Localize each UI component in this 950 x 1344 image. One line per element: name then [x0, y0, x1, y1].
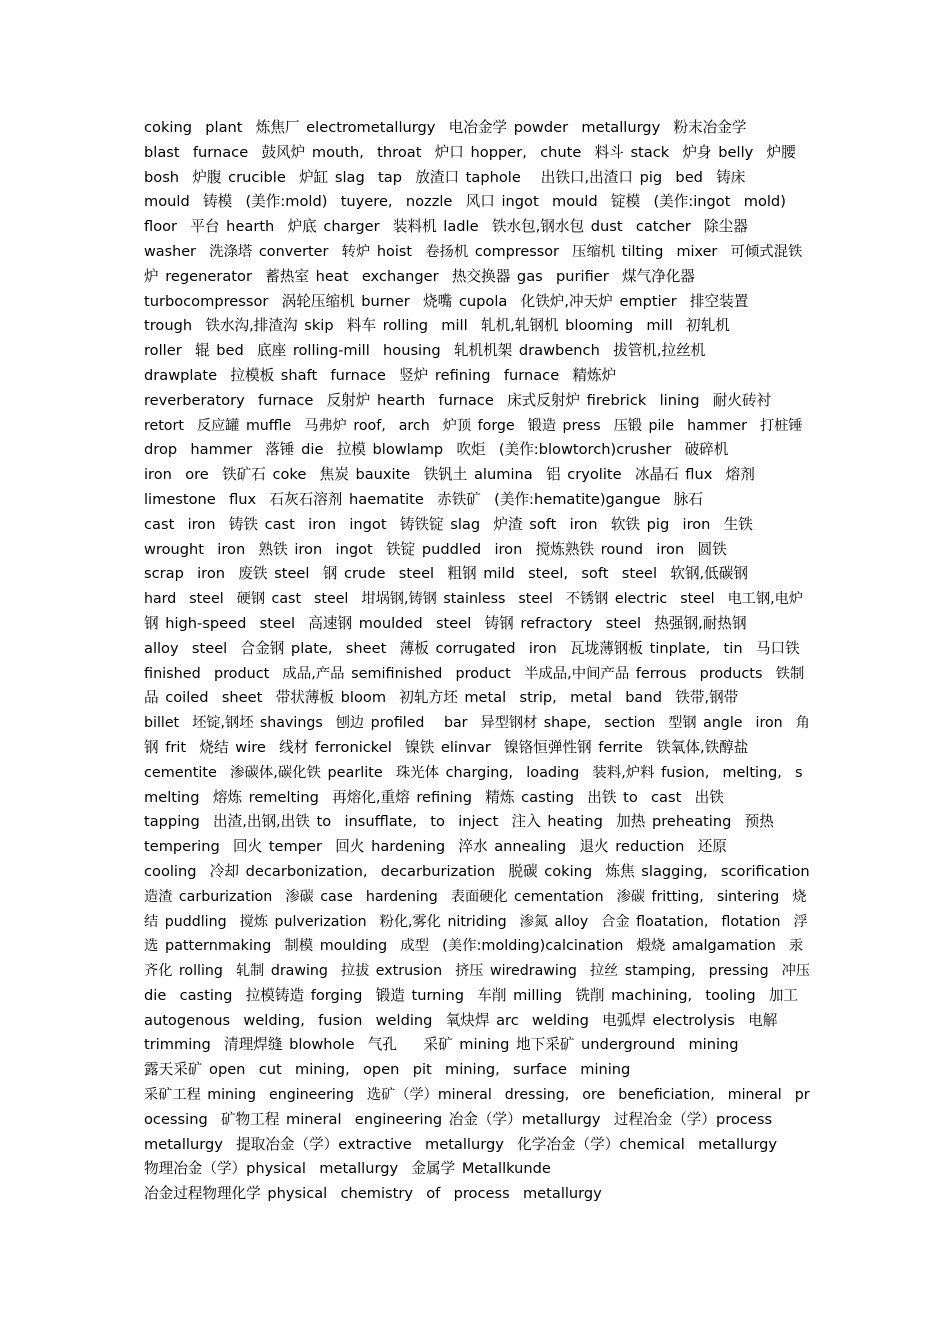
text-line: hard steel 硬钢 cast steel 坩埚钢,铸钢 stainless steel 不锈钢 electric steel 电工钢,电炉	[144, 591, 804, 608]
text-line: 结 puddling 搅炼 pulverization 粉化,雾化 nitriding 渗氮 alloy 合金 floatation, flotation 浮	[144, 913, 808, 930]
text-line: finished product 成品,产品 semifinished product 半成品,中间产品 ferrous products 铁制	[144, 665, 805, 682]
text-line: scrap iron 废铁 steel 钢 crude steel 粗钢 mild steel, soft steel 软钢,低碳钢	[144, 565, 748, 583]
text-line: billet 坯锭,钢坯 shavings 刨边 profiled bar 异型钢材 shape, section 型钢 angle iron 角	[144, 715, 810, 732]
text-line: reverberatory furnace 反射炉 hearth furnace 床式反射炉 firebrick lining 耐火砖衬	[144, 391, 772, 409]
text-line: metallurgy 提取冶金（学）extractive metallurgy 化学冶金（学）chemical metallurgy	[144, 1135, 777, 1153]
text-line: limestone flux 石灰石溶剂 haematite 赤铁矿 (美作:hematite)gangue 脉石	[144, 490, 703, 508]
text-line: turbocompressor 涡轮压缩机 burner 烧嘴 cupola 化铁炉,冲天炉 emptier 排空装置	[144, 292, 749, 310]
text-line: 品 coiled sheet 带状薄板 bloom 初轧方坯 metal strip, metal band 铁带,钢带	[144, 689, 739, 707]
text-line: iron ore 铁矿石 coke 焦炭 bauxite 铁钒土 alumina 铝 cryolite 冰晶石 flux 熔剂	[144, 466, 755, 484]
text-line: 选 patternmaking 制模 moulding 成型 (美作:molding)calcination 煅烧 amalgamation 汞	[144, 938, 804, 955]
text-line: wrought iron 熟铁 iron ingot 铁锭 puddled iron 搅炼熟铁 round iron 圆铁	[144, 540, 727, 558]
text-line: 采矿工程 mining engineering 选矿（学）mineral dressing, ore beneficiation, mineral pr	[144, 1087, 810, 1104]
text-line: 物理冶金（学）physical metallurgy 金属学 Metallkunde	[144, 1160, 551, 1178]
text-line: coking plant 炼焦厂 electrometallurgy 电冶金学 powder metallurgy 粉末冶金学	[144, 119, 747, 136]
text-line: cast iron 铸铁 cast iron ingot 铸铁锭 slag 炉渣 soft iron 软铁 pig iron 生铁	[144, 515, 753, 533]
text-line: trough 铁水沟,排渣沟 skip 料车 rolling mill 轧机,轧钢机 blooming mill 初轧机	[144, 317, 730, 335]
text-line: 齐化 rolling 轧制 drawing 拉拔 extrusion 挤压 wiredrawing 拉丝 stamping, pressing 冲压	[144, 963, 810, 980]
text-line: ocessing 矿物工程 mineral engineering 冶金（学）metallurgy 过程冶金（学）process	[144, 1110, 773, 1128]
text-line: tapping 出渣,出钢,出铁 to insufflate, to inject 注入 heating 加热 preheating 预热	[144, 813, 774, 831]
text-line: blast furnace 鼓风炉 mouth, throat 炉口 hopper, chute 料斗 stack 炉身 belly 炉腰	[144, 143, 796, 161]
text-line: tempering 回火 temper 回火 hardening 淬水 annealing 退火 reduction 还原	[144, 838, 727, 856]
text-line: 钢 frit 烧结 wire 线材 ferronickel 镍铁 elinvar 镍铬恒弹性钢 ferrite 铁氧体,铁醇盐	[144, 738, 749, 756]
text-line: 造渣 carburization 渗碳 case hardening 表面硬化 cementation 渗碳 fritting, sintering 烧	[144, 888, 807, 905]
text-line: die casting 拉模铸造 forging 锻造 turning 车削 milling 铣削 machining, tooling 加工	[144, 986, 799, 1004]
text-line: melting 熔炼 remelting 再熔化,重熔 refining 精炼 casting 出铁 to cast 出铁	[144, 788, 724, 806]
text-line: trimming 清理焊缝 blowhole 气孔 采矿 mining 地下采矿 underground mining	[144, 1036, 739, 1054]
text-line: drawplate 拉模板 shaft furnace 竖炉 refining furnace 精炼炉	[144, 366, 617, 384]
text-line: 冶金过程物理化学 physical chemistry of process metallurgy	[144, 1185, 602, 1203]
text-line: floor 平台 hearth 炉底 charger 装料机 ladle 铁水包,钢水包 dust catcher 除尘器	[144, 218, 748, 236]
text-line: cementite 渗碳体,碳化铁 pearlite 珠光体 charging, loading 装料,炉料 fusion, melting, s	[144, 764, 803, 781]
text-line: washer 洗涤塔 converter 转炉 hoist 卷扬机 compressor 压缩机 tilting mixer 可倾式混铁	[144, 243, 803, 260]
text-line: autogenous welding, fusion welding 氧炔焊 arc welding 电弧焊 electrolysis 电解	[144, 1011, 778, 1029]
text-line: cooling 冷却 decarbonization, decarburization 脱碳 coking 炼焦 slagging, scorification	[144, 862, 810, 880]
text-line: 炉 regenerator 蓄热室 heat exchanger 热交换器 gas purifier 煤气净化器	[144, 267, 695, 285]
text-line: alloy steel 合金钢 plate, sheet 薄板 corrugated iron 瓦垅薄钢板 tinplate, tin 马口铁	[144, 639, 800, 657]
text-line: retort 反应罐 muffle 马弗炉 roof, arch 炉顶 forge 锻造 press 压锻 pile hammer 打桩锤	[144, 417, 803, 434]
text-line: 钢 high-speed steel 高速钢 moulded steel 铸钢 refractory steel 热强钢,耐热钢	[144, 614, 747, 632]
text-line: 露天采矿 open cut mining, open pit mining, surface mining	[144, 1061, 631, 1079]
text-line: bosh 炉腹 crucible 炉缸 slag tap 放渣口 taphole 出铁口,出渣口 pig bed 铸床	[144, 168, 746, 186]
glossary-text-block	[144, 116, 810, 1207]
text-line: drop hammer 落锤 die 拉模 blowlamp 吹炬 (美作:blowtorch)crusher 破碎机	[144, 441, 729, 459]
text-line: mould 铸模 (美作:mold) tuyere, nozzle 风口 ingot mould 锭模 (美作:ingot mold)	[144, 193, 786, 211]
text-line: roller 辊 bed 底座 rolling-mill housing 轧机机架 drawbench 拔管机,拉丝机	[144, 342, 706, 360]
